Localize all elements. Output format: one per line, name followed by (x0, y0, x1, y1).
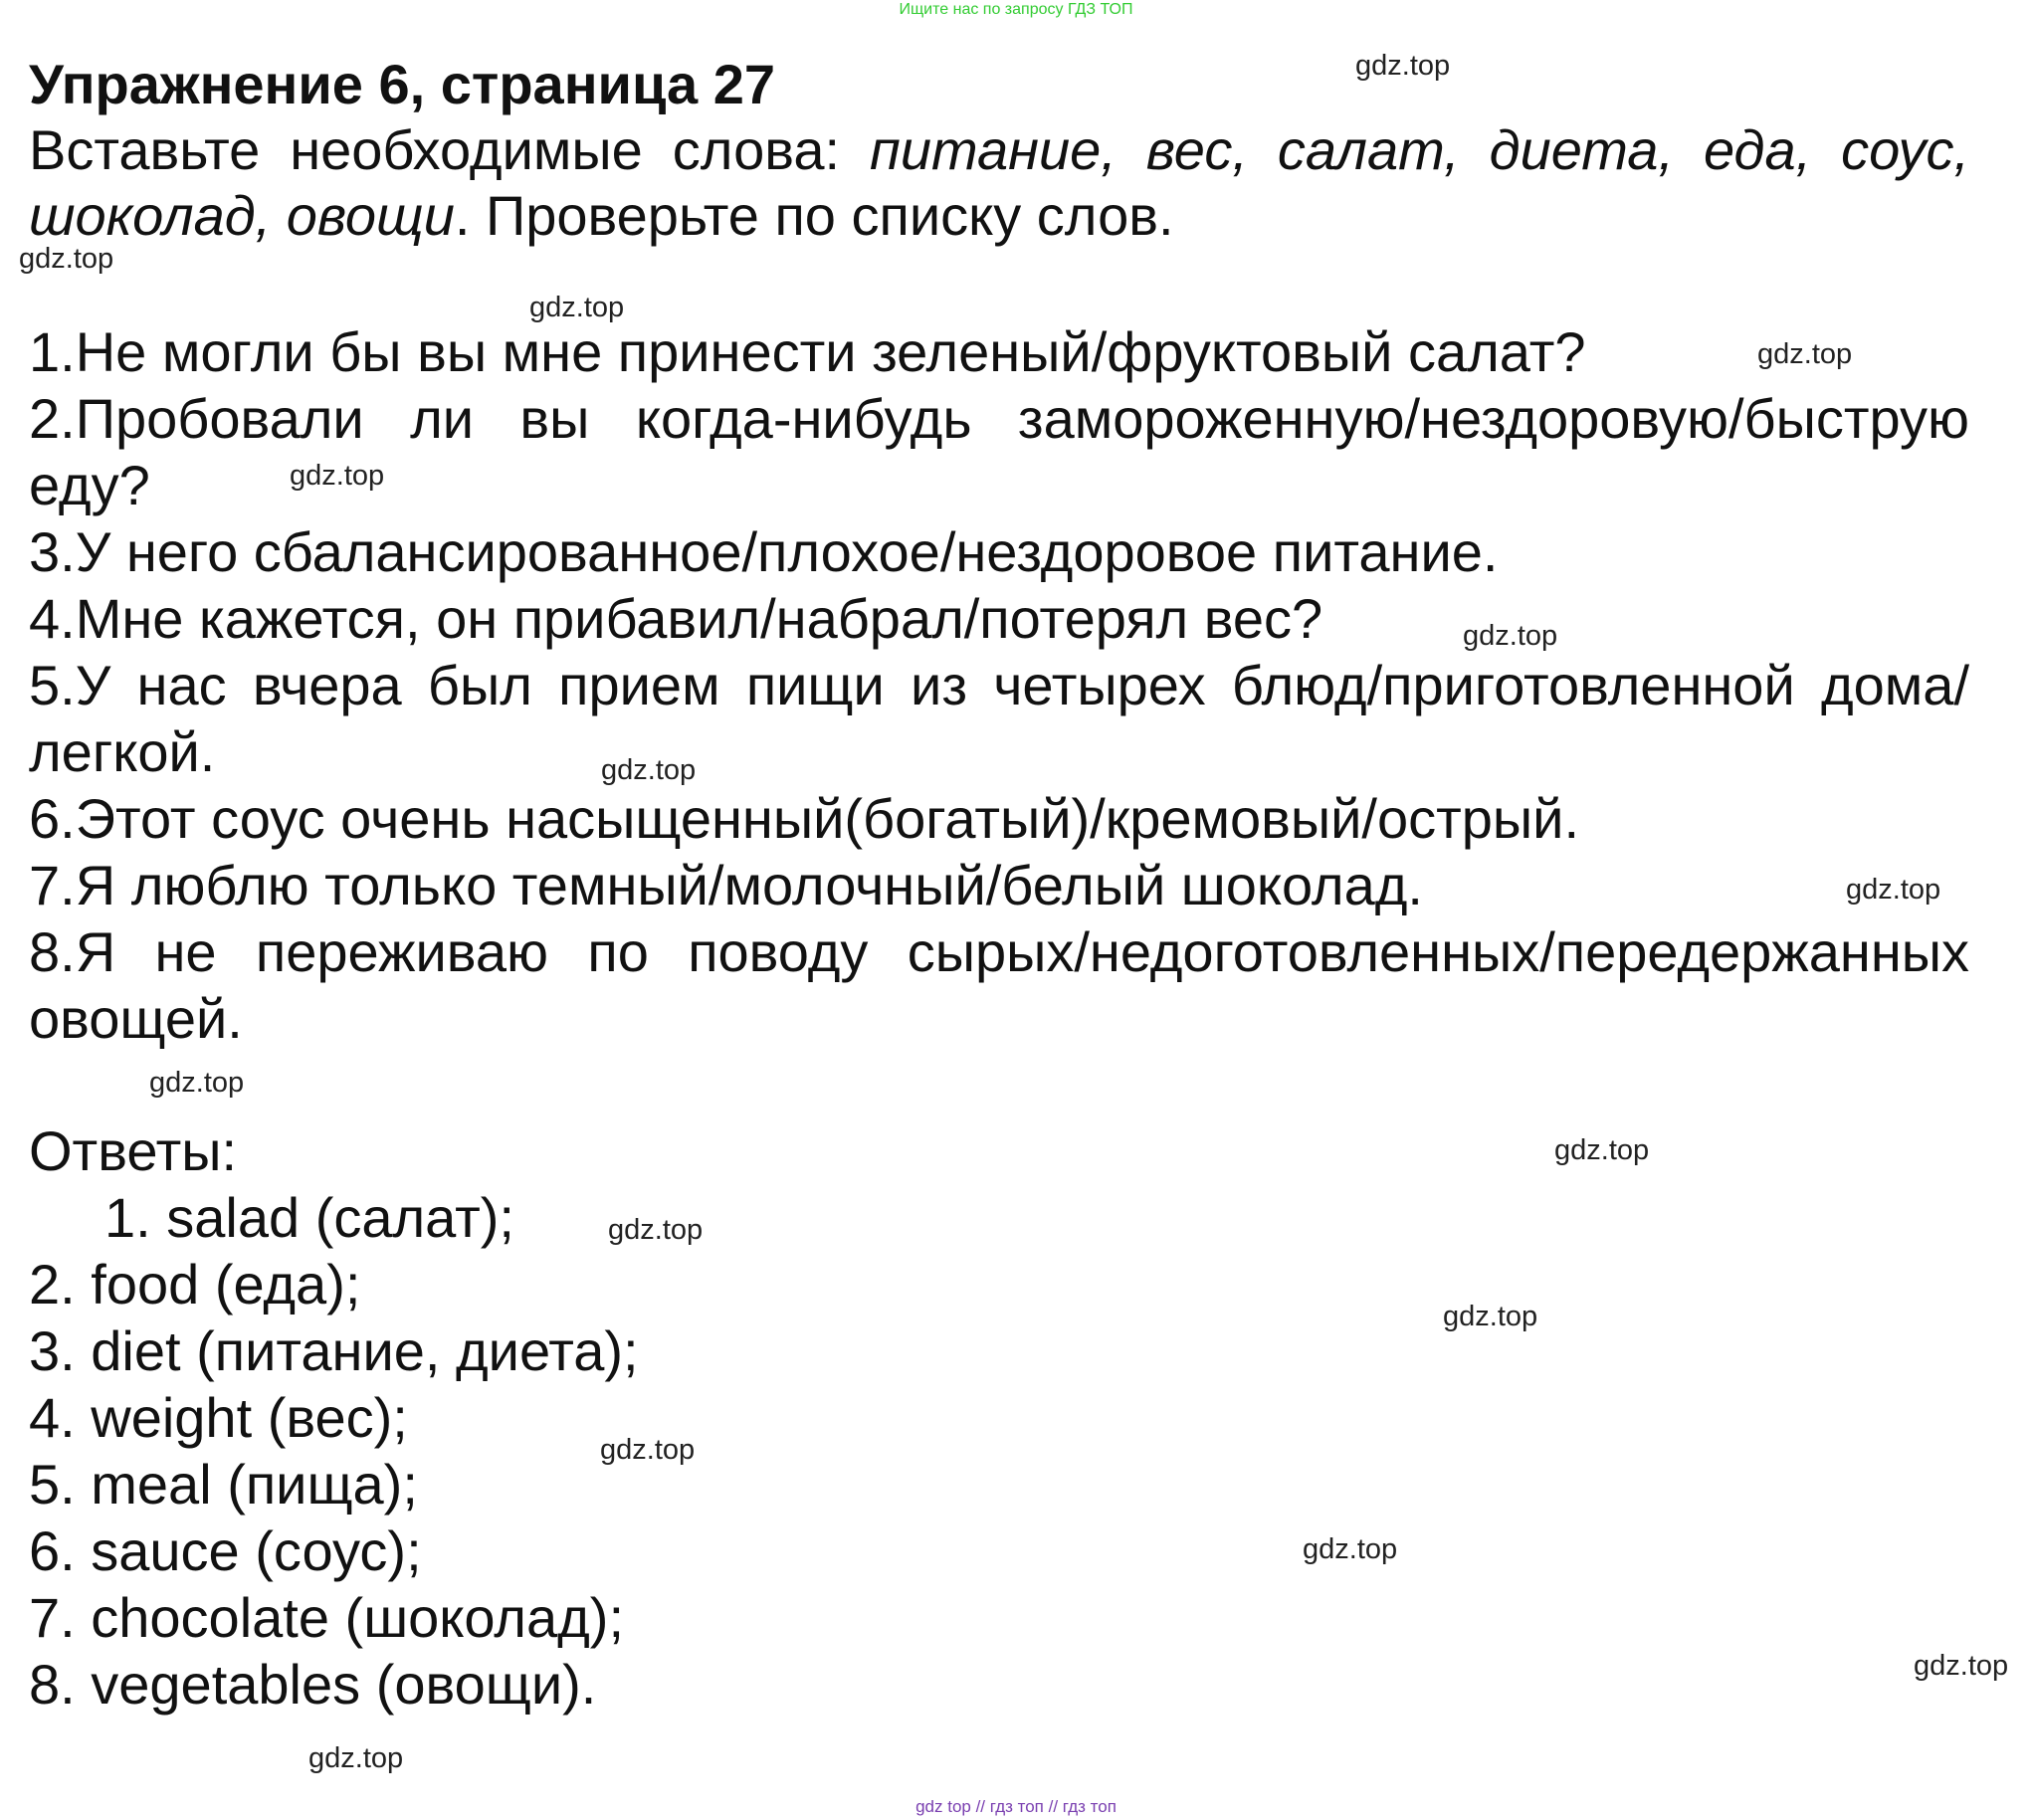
watermark-text: gdz.top (601, 754, 697, 786)
answer-item: 4. weight (вес); (29, 1386, 408, 1449)
answer-item: 2. food (еда); (29, 1253, 361, 1315)
instructions-tail: . Проверьте по списку слов. (454, 184, 1174, 247)
watermark-text: gdz.top (1463, 620, 1558, 652)
watermark-text: gdz.top (308, 1742, 404, 1774)
watermark-text: gdz.top (1914, 1650, 2009, 1682)
sentence-item: 1.Не могли бы вы мне принести зеленый/фруктовый салат? (29, 320, 1586, 383)
watermark-text: gdz.top (529, 292, 625, 323)
watermark-text: gdz.top (1757, 338, 1853, 370)
top-banner: Ищите нас по запросу ГДЗ ТОП (899, 1, 1133, 18)
sentence-item: 7.Я люблю только темный/молочный/белый шоколад. (29, 854, 1423, 916)
exercise-instructions (29, 117, 1969, 249)
answers-heading: Ответы: (29, 1119, 238, 1182)
watermark-text: gdz.top (600, 1434, 696, 1466)
watermark-text: gdz.top (149, 1067, 245, 1099)
watermark-text: gdz.top (290, 460, 385, 492)
bottom-banner: gdz top // гдз топ // гдз топ (915, 1797, 1117, 1816)
watermark-text: gdz.top (608, 1214, 704, 1246)
sentence-item: 5.У нас вчера был прием пищи из четырех блюд/приготовленной дома/легкой. (29, 654, 1969, 783)
watermark-text: gdz.top (1846, 874, 1941, 906)
instructions-word-list: питание, вес, салат, диета, еда, соус, шоколад, овощи (29, 118, 1969, 247)
watermark-text: gdz.top (1443, 1301, 1538, 1332)
sentence-item: 6.Этот соус очень насыщенный(богатый)/кремовый/острый. (29, 787, 1580, 850)
exercise-content (29, 52, 1969, 1718)
watermark-text: gdz.top (19, 243, 114, 275)
answer-item: 3. diet (питание, диета); (29, 1319, 639, 1382)
answer-item: 6. sauce (соус); (29, 1519, 422, 1582)
answer-item: 5. meal (пища); (29, 1453, 418, 1516)
instructions-lead: Вставьте необходимые слова: (29, 118, 871, 181)
answer-item: 7. chocolate (шоколад); (29, 1586, 625, 1649)
exercise-title: Упражнение 6, страница 27 (29, 53, 776, 115)
answer-item: 8. vegetables (овощи). (29, 1653, 597, 1716)
watermark-text: gdz.top (1303, 1533, 1398, 1565)
sentence-item: 4.Мне кажется, он прибавил/набрал/потерял вес? (29, 587, 1323, 650)
answers-list (29, 1184, 1969, 1718)
sentence-item: 3.У него сбалансированное/плохое/нездоровое питание. (29, 520, 1499, 583)
sentence-item: 8.Я не переживаю по поводу сырых/недоготовленных/передержанных овощей. (29, 920, 1969, 1050)
answer-item: 1. salad (салат); (104, 1186, 514, 1249)
watermark-text: gdz.top (1355, 50, 1451, 82)
watermark-text: gdz.top (1554, 1134, 1650, 1166)
sentence-item: 2.Пробовали ли вы когда-нибудь замороженную/нездоровую/быструю еду? (29, 387, 1969, 516)
sentence-list (29, 318, 1969, 1052)
spacer (29, 249, 1969, 318)
